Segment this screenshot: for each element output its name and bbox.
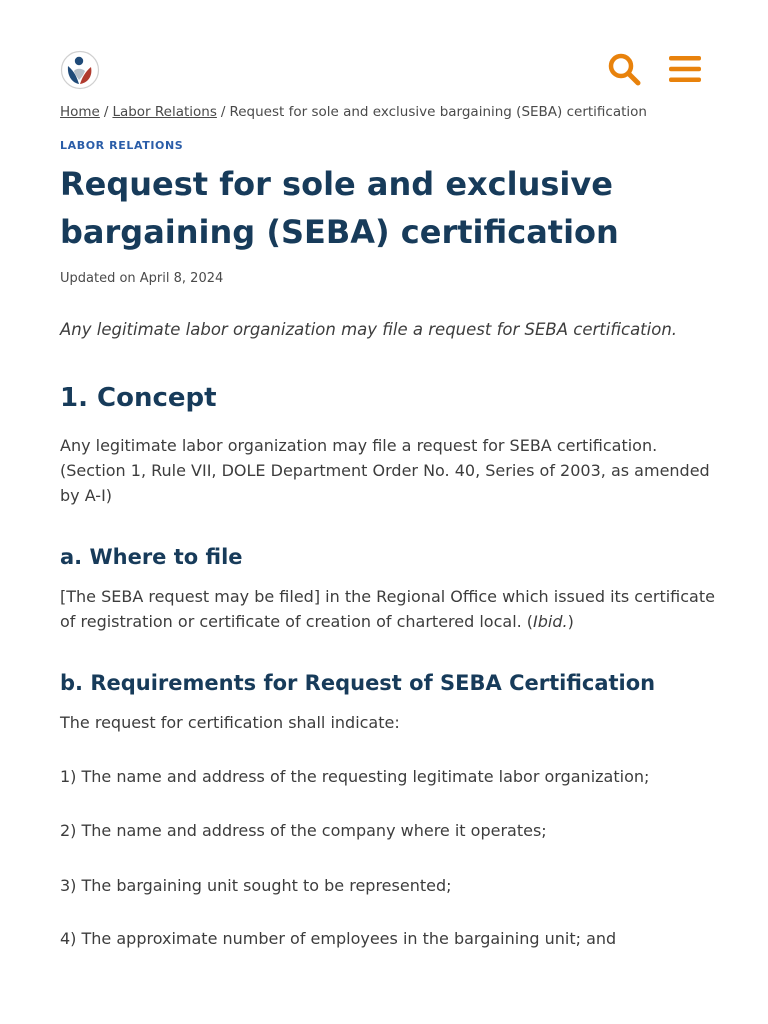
where-to-file-paragraph: [60, 584, 720, 634]
requirement-item: 2) The name and address of the company where it operates;: [60, 821, 547, 840]
breadcrumb-separator: /: [220, 104, 226, 120]
section-heading-concept: 1. Concept: [60, 383, 217, 413]
breadcrumb-home-link[interactable]: Home: [60, 104, 100, 120]
requirement-item: 4) The approximate number of employees in the bargaining unit; and: [60, 929, 617, 948]
org-logo-icon[interactable]: [60, 50, 100, 90]
search-icon[interactable]: [606, 51, 642, 87]
ibid-citation: Ibid.: [533, 612, 568, 631]
requirement-item: 3) The bargaining unit sought to be represented;: [60, 876, 452, 895]
breadcrumb: [60, 103, 720, 121]
breadcrumb-category-link[interactable]: Labor Relations: [112, 104, 217, 120]
hamburger-menu-icon[interactable]: [668, 52, 702, 86]
subheading-requirements: b. Requirements for Request of SEBA Certification: [60, 671, 656, 695]
breadcrumb-current: Request for sole and exclusive bargaining (SEBA) certification: [229, 104, 647, 120]
requirements-intro: The request for certification shall indicate:: [60, 713, 400, 732]
article-category-label[interactable]: LABOR RELATIONS: [60, 139, 184, 152]
requirement-item: 1) The name and address of the requesting legitimate labor organization;: [60, 767, 650, 786]
subheading-where-to-file: a. Where to file: [60, 545, 243, 569]
page-title: Request for sole and exclusive bargaining (SEBA) certification: [60, 165, 619, 251]
site-header: [60, 49, 700, 89]
where-to-file-text: [The SEBA request may be filed] in the Regional Office which issued its certificate of registration or certificate of creation of chartered local. (: [60, 587, 715, 631]
updated-date: Updated on April 8, 2024: [60, 271, 224, 286]
concept-paragraph: Any legitimate labor organization may file a request for SEBA certification. (Section 1, Rule VII, DOLE Department Order No. 40, Series of 2003, as amended by A-I): [60, 436, 710, 505]
breadcrumb-separator: /: [103, 104, 109, 120]
citation-close: ): [567, 612, 574, 631]
article-lead: Any legitimate labor organization may file a request for SEBA certification.: [60, 320, 678, 339]
